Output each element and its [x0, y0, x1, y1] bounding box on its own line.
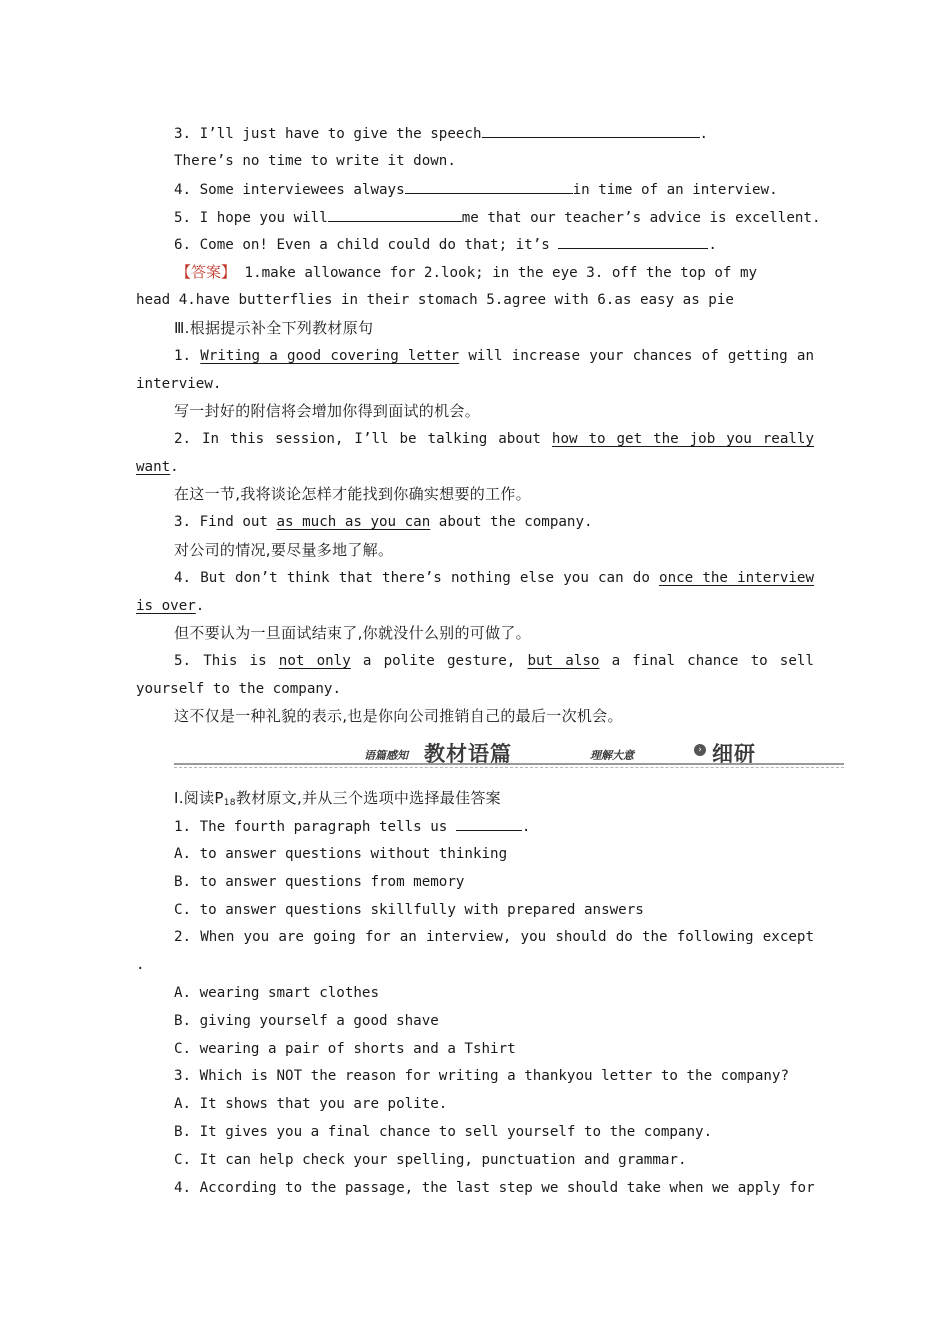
- reading-heading: [174, 788, 814, 813]
- option-3a: A. It shows that you are polite.: [174, 1096, 448, 1112]
- option-2a: A. wearing smart clothes: [174, 985, 379, 1001]
- heading-text: 教材原文,并从三个选项中选择最佳答案: [235, 789, 501, 807]
- sentence-text: will increase your chances of getting an: [459, 348, 815, 364]
- answer-blank: [482, 123, 700, 138]
- item-text: .: [699, 126, 709, 142]
- underlined-answer: how to get the job you really: [551, 431, 814, 447]
- answer-blank: [328, 207, 462, 222]
- underlined-answer: Writing a good covering letter: [200, 348, 460, 364]
- answer-blank: [405, 179, 573, 194]
- sentence-text: about the company.: [430, 514, 593, 530]
- answer-key: [176, 262, 816, 283]
- translation-5: 这不仅是一种礼貌的表示,也是你向公司推销自己的最后一次机会。: [174, 707, 623, 725]
- sentence-2: [174, 429, 814, 449]
- sentence-text: 2. In this session, I’ll be talking about: [174, 431, 552, 447]
- item-number: 1.: [174, 348, 201, 364]
- answer-tag: 【答案】: [176, 263, 237, 281]
- banner-left-label: 语篇感知: [364, 749, 408, 762]
- underlined-answer: once the interview: [659, 570, 814, 586]
- item-text: 6. Come on! Even a child could do that; it’s: [174, 237, 559, 253]
- item-text: 4. Some interviewees always: [174, 182, 405, 198]
- chevron-right-icon: ›: [694, 744, 706, 756]
- sentence-2-continued: [136, 457, 814, 477]
- question-4: 4. According to the passage, the last step we should take when we apply for: [174, 1180, 815, 1196]
- sentence-1-continued: interview.: [136, 376, 222, 392]
- translation-4: 但不要认为一旦面试结束了,你就没什么别的可做了。: [174, 624, 531, 642]
- translation-3: 对公司的情况,要尽量多地了解。: [174, 541, 394, 559]
- underlined-answer: not only: [278, 653, 351, 669]
- section-banner: [174, 736, 844, 772]
- question-3: 3. Which is NOT the reason for writing a thankyou letter to the company?: [174, 1068, 789, 1084]
- sentence-text: a final chance to sell: [599, 653, 814, 669]
- translation-2: 在这一节,我将谈论怎样才能找到你确实想要的工作。: [174, 485, 531, 503]
- option-1a: A. to answer questions without thinking: [174, 846, 508, 862]
- sentence-text: .: [195, 598, 205, 614]
- item-text: .: [708, 237, 717, 253]
- underlined-answer: as much as you can: [276, 514, 431, 530]
- question-2-continued: .: [136, 957, 145, 973]
- sentence-5-continued: yourself to the company.: [136, 681, 341, 697]
- sentence-5: [174, 651, 814, 671]
- sentence-text: a polite gesture,: [350, 653, 528, 669]
- answer-blank: [456, 816, 522, 831]
- banner-title-part2: 细研: [712, 742, 756, 766]
- item-text: me that our teacher’s advice is excellent.: [461, 210, 821, 226]
- option-1b: B. to answer questions from memory: [174, 874, 465, 890]
- sentence-1: [174, 346, 814, 366]
- sentence-4-continued: [136, 596, 814, 616]
- sentence-text: 3. Find out: [174, 514, 277, 530]
- underlined-answer: is over: [136, 598, 196, 614]
- question-2: 2. When you are going for an interview, you should do the following except: [174, 929, 814, 945]
- answer-text: 1.make allowance for 2.look; in the eye 3. off the top of my: [236, 265, 758, 281]
- option-3b: B. It gives you a final chance to sell yourself to the company.: [174, 1124, 713, 1140]
- underlined-answer: want: [136, 459, 171, 475]
- item-text: 3. I’ll just have to give the speech: [174, 126, 482, 142]
- answer-key-continued: head 4.have butterflies in their stomach 5.agree with 6.as easy as pie: [136, 292, 734, 308]
- banner-divider: [174, 763, 844, 765]
- exercise-item-4: [174, 179, 814, 200]
- option-3c: C. It can help check your spelling, punctuation and grammar.: [174, 1152, 687, 1168]
- sentence-text: 4. But don’t think that there’s nothing else you can do: [174, 570, 660, 586]
- banner-right-label: 理解大意: [590, 749, 634, 762]
- sentence-3: [174, 512, 814, 532]
- exercise-item-3: [174, 123, 814, 144]
- question-text: 1. The fourth paragraph tells us: [174, 819, 456, 835]
- section-heading: Ⅲ.根据提示补全下列教材原句: [174, 319, 374, 337]
- banner-divider-dashed: [174, 767, 844, 768]
- sentence-text: .: [170, 459, 179, 475]
- option-1c: C. to answer questions skillfully with prepared answers: [174, 902, 644, 918]
- item-text: 5. I hope you will: [174, 210, 328, 226]
- item-text: in time of an interview.: [572, 182, 778, 198]
- sentence-text: 5. This is: [174, 653, 279, 669]
- exercise-item-5: [174, 207, 821, 228]
- option-2c: C. wearing a pair of shorts and a Tshirt: [174, 1041, 516, 1057]
- question-text: .: [521, 819, 531, 835]
- question-1: [174, 816, 814, 837]
- translation-1: 写一封好的附信将会增加你得到面试的机会。: [174, 402, 481, 420]
- exercise-item-3-continued: There’s no time to write it down.: [174, 153, 456, 169]
- answer-blank: [558, 234, 708, 249]
- sentence-4: [174, 568, 814, 588]
- option-2b: B. giving yourself a good shave: [174, 1013, 439, 1029]
- page-subscript: 18: [223, 798, 236, 808]
- exercise-item-6: [174, 234, 814, 255]
- underlined-answer: but also: [527, 653, 600, 669]
- heading-text: Ⅰ.阅读P: [174, 789, 224, 807]
- banner-title-part1: 教材语篇: [424, 742, 512, 766]
